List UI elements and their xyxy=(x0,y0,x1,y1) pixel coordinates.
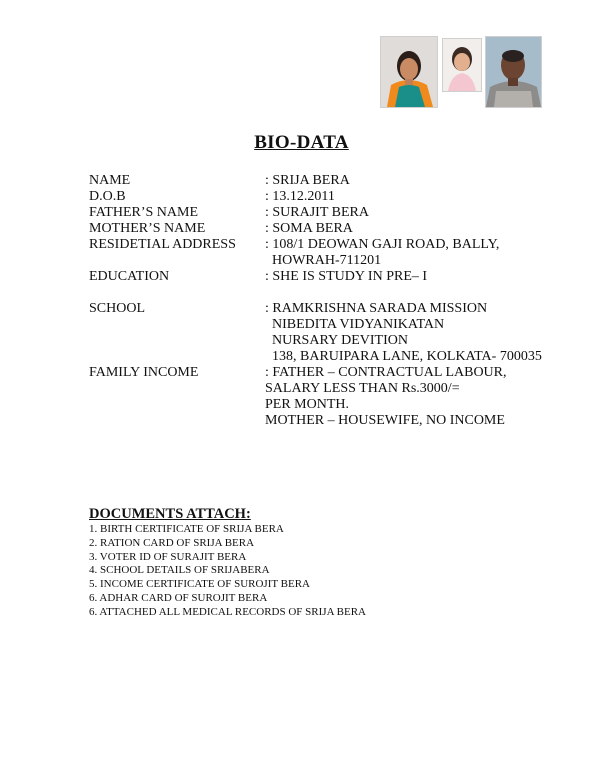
field-value xyxy=(265,269,427,285)
field-education xyxy=(89,269,542,285)
field-label: FATHER’S NAME xyxy=(89,205,199,220)
field-value-line: NURSARY DEVITION xyxy=(265,333,408,348)
document-item: 5. INCOME CERTIFICATE OF SUROJIT BERA xyxy=(89,578,310,591)
field-name xyxy=(89,173,542,189)
field-label: NAME xyxy=(89,173,131,188)
page-title: BIO-DATA xyxy=(254,132,349,153)
documents-list xyxy=(89,523,366,620)
field-value xyxy=(265,221,353,237)
biodata-fields xyxy=(89,173,542,429)
field-value-line: : 13.12.2011 xyxy=(265,189,335,204)
field-value-line: PER MONTH. xyxy=(265,397,350,412)
field-label: RESIDETIAL ADDRESS xyxy=(89,237,236,252)
field-label: SCHOOL xyxy=(89,301,146,316)
field-value-line: HOWRAH-711201 xyxy=(265,253,382,268)
field-value xyxy=(265,189,335,205)
field-mothers-name xyxy=(89,221,542,237)
field-dob xyxy=(89,189,542,205)
field-value-line: NIBEDITA VIDYANIKATAN xyxy=(265,317,445,332)
field-value-line: : SRIJA BERA xyxy=(265,173,350,188)
field-value xyxy=(265,205,369,221)
field-value xyxy=(265,365,507,429)
field-label: MOTHER’S NAME xyxy=(89,221,206,236)
documents-title: DOCUMENTS ATTACH: xyxy=(89,506,251,522)
document-item: 2. RATION CARD OF SRIJA BERA xyxy=(89,536,255,549)
field-label: EDUCATION xyxy=(89,269,170,284)
field-address xyxy=(89,237,542,269)
document-item: 3. VOTER ID OF SURAJIT BERA xyxy=(89,550,247,563)
field-value xyxy=(265,237,499,269)
field-value-line: 138, BARUIPARA LANE, KOLKATA- 700035 xyxy=(265,349,542,364)
field-label: FAMILY INCOME xyxy=(89,365,199,380)
field-fathers-name xyxy=(89,205,542,221)
field-value-line: : RAMKRISHNA SARADA MISSION xyxy=(265,301,488,316)
field-value-line: MOTHER – HOUSEWIFE, NO INCOME xyxy=(265,413,505,428)
field-value-line: : FATHER – CONTRACTUAL LABOUR, xyxy=(265,365,507,380)
field-value-line: : 108/1 DEOWAN GAJI ROAD, BALLY, xyxy=(265,237,500,252)
father-photo xyxy=(485,36,542,108)
field-value xyxy=(265,173,350,189)
document-item: 1. BIRTH CERTIFICATE OF SRIJA BERA xyxy=(89,523,284,535)
field-value xyxy=(265,301,542,365)
field-school xyxy=(89,301,542,365)
document-item: 6. ATTACHED ALL MEDICAL RECORDS OF SRIJA BERA xyxy=(89,605,366,618)
mother-photo xyxy=(380,36,438,108)
field-value-line: : SOMA BERA xyxy=(265,221,353,236)
field-label: D.O.B xyxy=(89,189,126,204)
field-value-line: : SURAJIT BERA xyxy=(265,205,369,220)
field-family-income xyxy=(89,365,542,429)
document-item: 6. ADHAR CARD OF SUROJIT BERA xyxy=(89,591,268,604)
documents-section xyxy=(89,506,366,620)
spacer xyxy=(89,285,542,301)
field-value-line: : SHE IS STUDY IN PRE– I xyxy=(265,269,428,284)
child-photo xyxy=(442,38,482,92)
field-value-line: SALARY LESS THAN Rs.3000/= xyxy=(265,381,460,396)
photo-strip xyxy=(380,36,542,108)
document-item: 4. SCHOOL DETAILS OF SRIJABERA xyxy=(89,564,270,577)
